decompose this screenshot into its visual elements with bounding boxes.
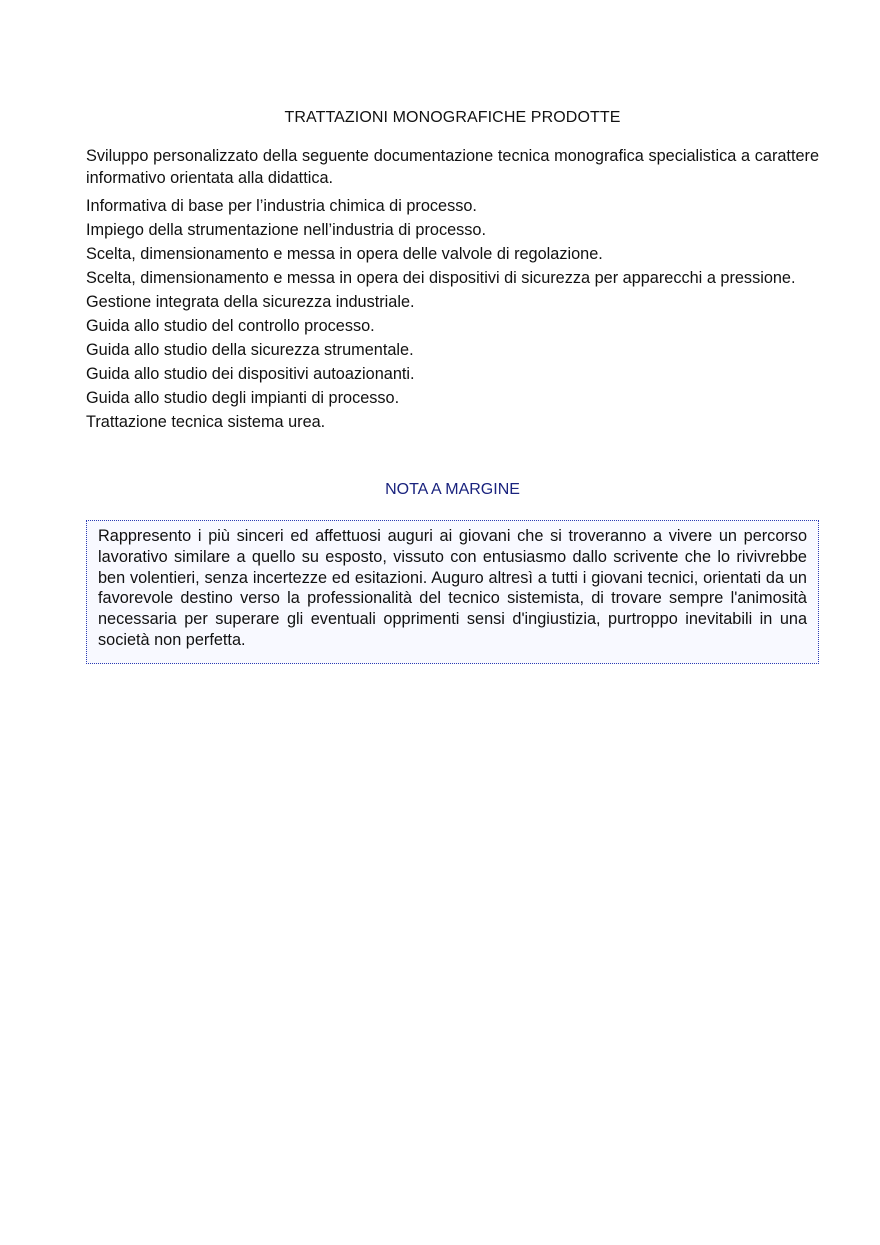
document-title: TRATTAZIONI MONOGRAFICHE PRODOTTE <box>284 109 621 126</box>
topic-item: Impiego della strumentazione nell’industria di processo. <box>86 221 487 239</box>
topic-item: Gestione integrata della sicurezza industriale. <box>86 293 415 311</box>
topic-list <box>86 196 819 436</box>
topic-item: Trattazione tecnica sistema urea. <box>86 413 326 431</box>
intro-paragraph: Sviluppo personalizzato della seguente documentazione tecnica monografica specialistica a carattere informativo orientata alla didattica. <box>86 147 819 187</box>
note-text: Rappresento i più sinceri ed affettuosi auguri ai giovani che si troveranno a vivere un percorso lavorativo similare a quello su esposto, vissuto con entusiasmo dallo scrivente che lo rivivrebbe ben volentieri, senza incertezze ed esitazioni. Auguro altresì a tutti i giovani tecnici, orientati da un favorevole destino verso la professionalità del tecnico sistemista, di trovare sempre l'animosità necessaria per superare gli eventuali opprimenti sensi d'ingiustizia, purtroppo inevitabili in una società non perfetta. <box>98 527 807 649</box>
topic-item: Guida allo studio degli impianti di processo. <box>86 389 400 407</box>
note-heading: NOTA A MARGINE <box>385 481 520 498</box>
topic-item: Scelta, dimensionamento e messa in opera delle valvole di regolazione. <box>86 245 603 263</box>
topic-item: Guida allo studio del controllo processo. <box>86 317 375 335</box>
topic-item: Informativa di base per l’industria chimica di processo. <box>86 197 477 215</box>
topic-item: Guida allo studio dei dispositivi autoazionanti. <box>86 365 415 383</box>
note-box <box>86 520 819 664</box>
topic-item: Scelta, dimensionamento e messa in opera dei dispositivi di sicurezza per apparecchi a pressione. <box>86 269 796 287</box>
topic-item: Guida allo studio della sicurezza strumentale. <box>86 341 414 359</box>
